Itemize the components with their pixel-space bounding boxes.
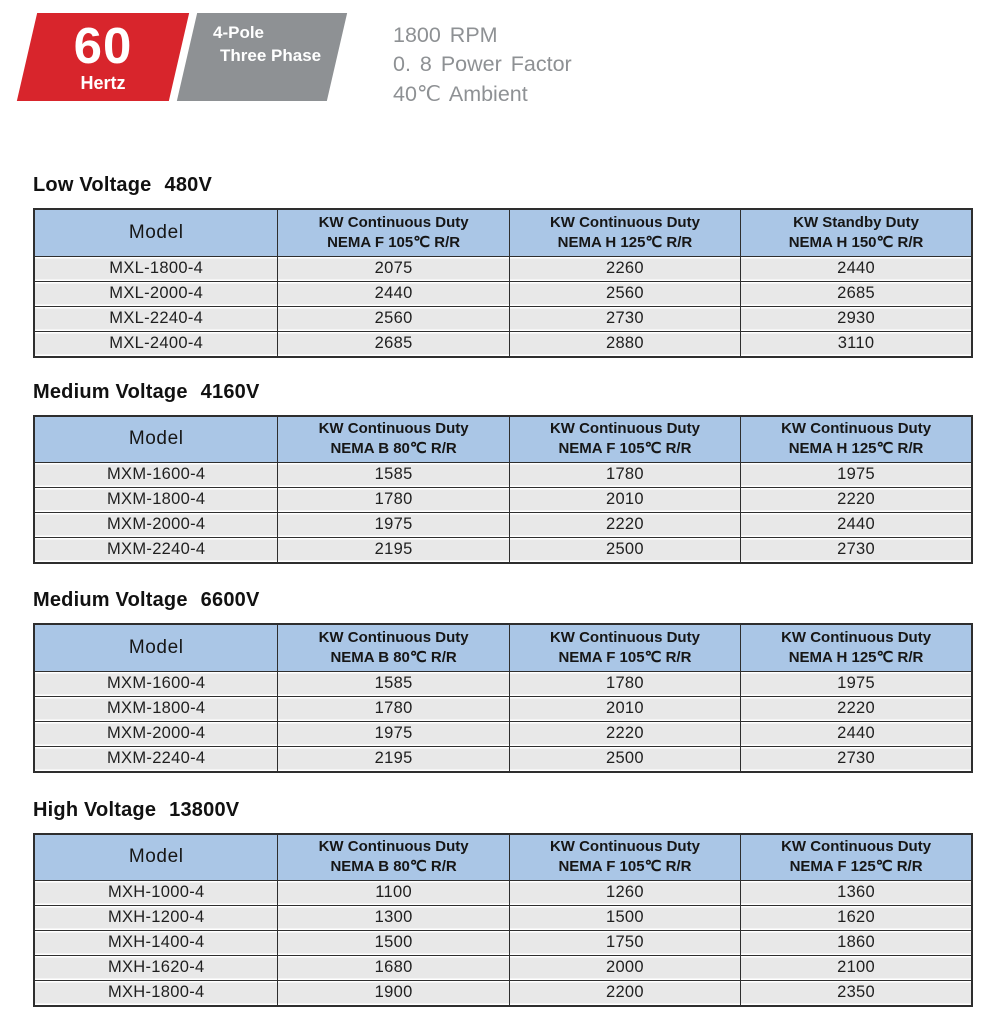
kw-value-cell: 1500 [278, 931, 509, 956]
model-cell: MXM-1600-4 [34, 671, 278, 696]
kw-value-cell: 2200 [509, 981, 740, 1007]
power-factor-spec: 0. 8 Power Factor [393, 52, 572, 77]
table-row [34, 721, 972, 746]
rpm-spec: 1800 RPM [393, 23, 498, 47]
table-row [34, 671, 972, 696]
kw-value-cell: 2440 [741, 513, 972, 538]
column-header-model: Model [34, 416, 278, 463]
table-header-row [34, 416, 972, 463]
frequency-unit: Hertz [80, 73, 126, 94]
header-strip [27, 13, 1005, 106]
model-cell: MXH-1620-4 [34, 956, 278, 981]
kw-value-cell: 2220 [741, 488, 972, 513]
column-header-model: Model [34, 624, 278, 671]
kw-value-cell: 3110 [741, 331, 972, 357]
kw-value-cell: 1780 [509, 463, 740, 488]
ambient-spec: 40℃ Ambient [393, 81, 528, 106]
column-header: KW Continuous Duty NEMA F 105℃ R/R [509, 624, 740, 671]
column-header: KW Continuous Duty NEMA F 105℃ R/R [509, 834, 740, 881]
table-row [34, 513, 972, 538]
pole-phase-badge [177, 13, 347, 101]
column-header: KW Continuous Duty NEMA H 125℃ R/R [741, 416, 972, 463]
kw-value-cell: 2560 [509, 281, 740, 306]
kw-value-cell: 1975 [741, 463, 972, 488]
table-row [34, 696, 972, 721]
model-cell: MXL-2400-4 [34, 331, 278, 357]
kw-value-cell: 1750 [509, 931, 740, 956]
section-high-voltage-13800v [0, 799, 1005, 1008]
ratings-specs [393, 13, 572, 109]
column-header: KW Continuous Duty NEMA F 105℃ R/R [278, 209, 509, 256]
kw-value-cell: 1620 [741, 906, 972, 931]
model-cell: MXM-1800-4 [34, 488, 278, 513]
kw-value-cell: 1260 [509, 881, 740, 906]
kw-value-cell: 2685 [741, 281, 972, 306]
model-cell: MXH-1400-4 [34, 931, 278, 956]
model-cell: MXH-1200-4 [34, 906, 278, 931]
kw-value-cell: 1780 [509, 671, 740, 696]
kw-value-cell: 2220 [741, 696, 972, 721]
rating-table-6600v [33, 623, 973, 773]
section-title: High Voltage 13800V [33, 798, 240, 821]
kw-value-cell: 2220 [509, 513, 740, 538]
kw-value-cell: 2440 [741, 721, 972, 746]
model-cell: MXH-1800-4 [34, 981, 278, 1007]
kw-value-cell: 2000 [509, 956, 740, 981]
kw-value-cell: 1860 [741, 931, 972, 956]
column-header-model: Model [34, 834, 278, 881]
kw-value-cell: 2880 [509, 331, 740, 357]
column-header-model: Model [34, 209, 278, 256]
table-header-row [34, 624, 972, 671]
table-header-row [34, 209, 972, 256]
section-medium-voltage-6600v [0, 589, 1005, 773]
kw-value-cell: 2075 [278, 256, 509, 281]
model-cell: MXL-2240-4 [34, 306, 278, 331]
section-title: Low Voltage 480V [33, 174, 213, 196]
kw-value-cell: 1975 [278, 721, 509, 746]
section-low-voltage-480v [0, 174, 1005, 358]
kw-value-cell: 2260 [509, 256, 740, 281]
model-cell: MXM-1800-4 [34, 696, 278, 721]
kw-value-cell: 2440 [741, 256, 972, 281]
table-row [34, 981, 972, 1007]
kw-value-cell: 2350 [741, 981, 972, 1007]
column-header: KW Continuous Duty NEMA F 125℃ R/R [741, 834, 972, 881]
kw-value-cell: 2195 [278, 746, 509, 772]
kw-value-cell: 2730 [741, 746, 972, 772]
kw-value-cell: 1100 [278, 881, 509, 906]
kw-value-cell: 2010 [509, 696, 740, 721]
table-row [34, 488, 972, 513]
kw-value-cell: 2560 [278, 306, 509, 331]
table-row [34, 306, 972, 331]
phase-label: Three Phase [220, 45, 322, 65]
kw-value-cell: 1585 [278, 463, 509, 488]
model-cell: MXM-1600-4 [34, 463, 278, 488]
table-row [34, 956, 972, 981]
column-header: KW Continuous Duty NEMA H 125℃ R/R [741, 624, 972, 671]
table-header-row [34, 834, 972, 881]
frequency-value: 60 [73, 16, 133, 74]
section-medium-voltage-4160v [0, 381, 1005, 565]
kw-value-cell: 2500 [509, 538, 740, 564]
table-row [34, 931, 972, 956]
kw-value-cell: 1780 [278, 696, 509, 721]
kw-value-cell: 2500 [509, 746, 740, 772]
voltage-value: 480V [164, 174, 213, 196]
table-row [34, 881, 972, 906]
kw-value-cell: 2195 [278, 538, 509, 564]
table-row [34, 463, 972, 488]
rating-table-4160v [33, 415, 973, 565]
model-cell: MXM-2240-4 [34, 746, 278, 772]
table-row [34, 746, 972, 772]
table-row [34, 281, 972, 306]
column-header: KW Standby Duty NEMA H 150℃ R/R [741, 209, 972, 256]
column-header: KW Continuous Duty NEMA F 105℃ R/R [509, 416, 740, 463]
voltage-value: 4160V [200, 380, 260, 403]
kw-value-cell: 1975 [741, 671, 972, 696]
column-header: KW Continuous Duty NEMA B 80℃ R/R [278, 624, 509, 671]
kw-value-cell: 2930 [741, 306, 972, 331]
table-row [34, 331, 972, 357]
kw-value-cell: 1900 [278, 981, 509, 1007]
model-cell: MXH-1000-4 [34, 881, 278, 906]
kw-value-cell: 1300 [278, 906, 509, 931]
pole-label: 4-Pole [213, 23, 265, 42]
kw-value-cell: 2440 [278, 281, 509, 306]
section-title: Medium Voltage 6600V [33, 589, 260, 611]
model-cell: MXL-2000-4 [34, 281, 278, 306]
kw-value-cell: 2730 [509, 306, 740, 331]
kw-value-cell: 2100 [741, 956, 972, 981]
model-cell: MXM-2000-4 [34, 721, 278, 746]
column-header: KW Continuous Duty NEMA B 80℃ R/R [278, 834, 509, 881]
model-cell: MXM-2000-4 [34, 513, 278, 538]
kw-value-cell: 1500 [509, 906, 740, 931]
kw-value-cell: 1780 [278, 488, 509, 513]
column-header: KW Continuous Duty NEMA H 125℃ R/R [509, 209, 740, 256]
kw-value-cell: 1360 [741, 881, 972, 906]
kw-value-cell: 2010 [509, 488, 740, 513]
voltage-value: 13800V [169, 798, 240, 821]
column-header: KW Continuous Duty NEMA B 80℃ R/R [278, 416, 509, 463]
kw-value-cell: 1975 [278, 513, 509, 538]
kw-value-cell: 1680 [278, 956, 509, 981]
table-row [34, 906, 972, 931]
kw-value-cell: 2220 [509, 721, 740, 746]
kw-value-cell: 2730 [741, 538, 972, 564]
table-row [34, 256, 972, 281]
section-title: Medium Voltage 4160V [33, 380, 260, 403]
voltage-value: 6600V [200, 589, 260, 611]
rating-table-13800v [33, 833, 973, 1008]
kw-value-cell: 2685 [278, 331, 509, 357]
rating-table-480v [33, 208, 973, 358]
kw-value-cell: 1585 [278, 671, 509, 696]
model-cell: MXM-2240-4 [34, 538, 278, 564]
frequency-badge [17, 13, 189, 101]
model-cell: MXL-1800-4 [34, 256, 278, 281]
table-row [34, 538, 972, 564]
